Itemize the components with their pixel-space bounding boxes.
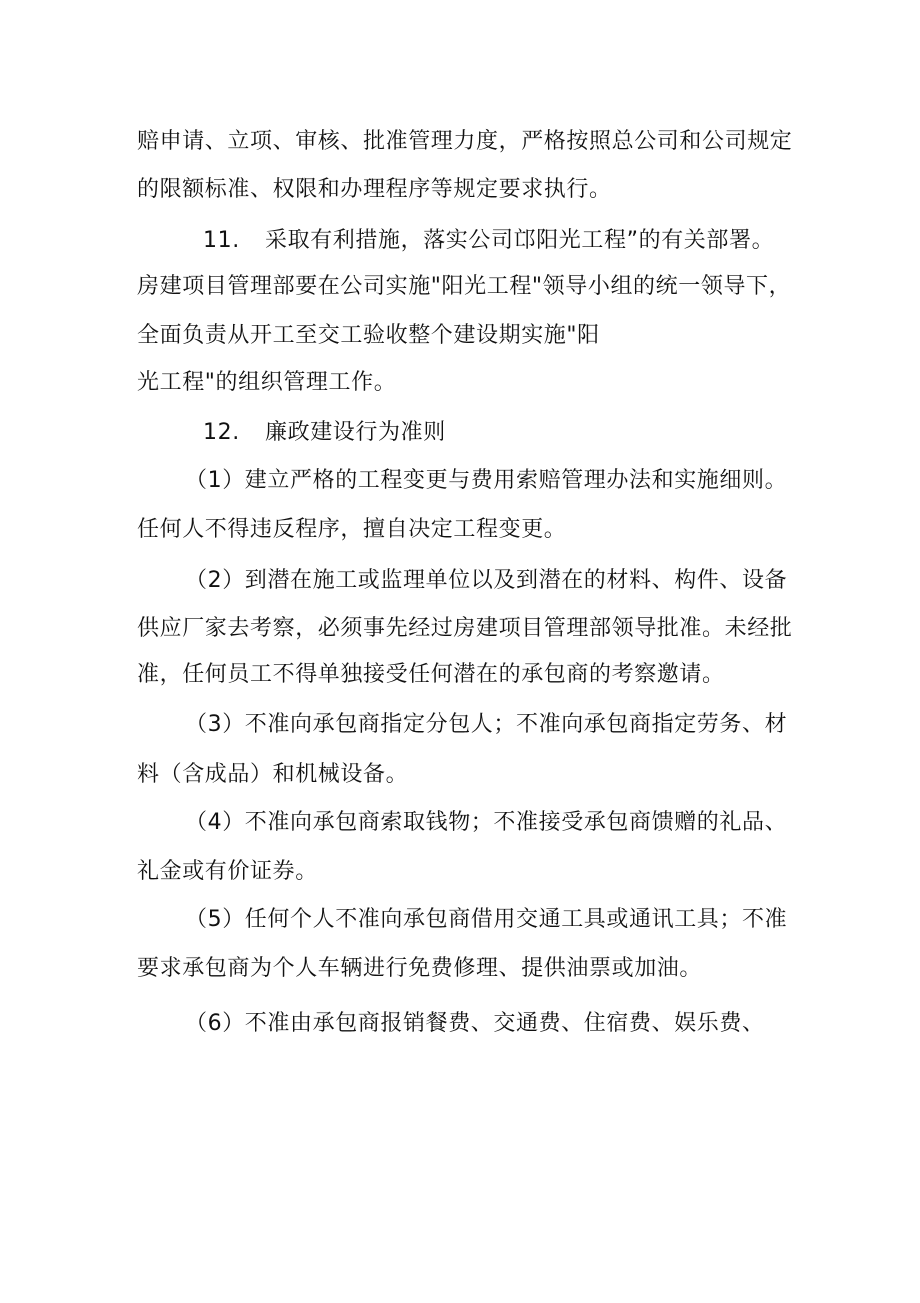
- text-line: 礼金或有价证券。: [137, 859, 318, 884]
- clause-6: （6）不准由承包商报销餐费、交通费、住宿费、娱乐费、: [185, 1011, 765, 1036]
- text-line: 供应厂家去考察，必须事先经过房建项目管理部领导批准。未经批: [137, 616, 793, 641]
- text-line: 的限额标准、权限和办理程序等规定要求执行。: [137, 177, 612, 202]
- clause-3: （3）不准向承包商指定分包人；不准向承包商指定劳务、材: [185, 712, 788, 737]
- section-number: 11.: [203, 228, 240, 253]
- clause-4: （4）不准向承包商索取钱物；不准接受承包商馈赠的礼品、: [185, 810, 788, 835]
- text-line: 准，任何员工不得单独接受任何潜在的承包商的考察邀请。: [137, 662, 725, 687]
- text-line: 要求承包商为个人车辆进行免费修理、提供油票或加油。: [137, 956, 703, 981]
- text-line: 任何人不得违反程序，擅自决定工程变更。: [137, 517, 567, 542]
- section-number: 12.: [203, 420, 240, 445]
- section-11: [203, 226, 774, 256]
- section-heading: 廉政建设行为准则: [265, 420, 446, 445]
- text-line: 光工程"的组织管理工作。: [137, 370, 397, 395]
- clause-1: （1）建立严格的工程变更与费用索赔管理办法和实施细则。: [185, 468, 788, 493]
- section-12: [203, 418, 446, 448]
- text-line: 料（含成品）和机械设备。: [137, 762, 409, 787]
- clause-2: （2）到潜在施工或监理单位以及到潜在的材料、构件、设备: [185, 568, 788, 593]
- clause-5: （5）任何个人不准向承包商借用交通工具或通讯工具；不准: [185, 907, 788, 932]
- text-line: 赔申请、立项、审核、批准管理力度，严格按照总公司和公司规定: [137, 129, 793, 154]
- text-line: 房建项目管理部要在公司实施"阳光工程"领导小组的统一领导下，: [137, 274, 792, 299]
- text-line: 全面负责从开工至交工验收整个建设期实施"阳: [137, 323, 600, 348]
- section-text: 采取有利措施，落实公司邙阳光工程”的有关部署。: [265, 228, 775, 253]
